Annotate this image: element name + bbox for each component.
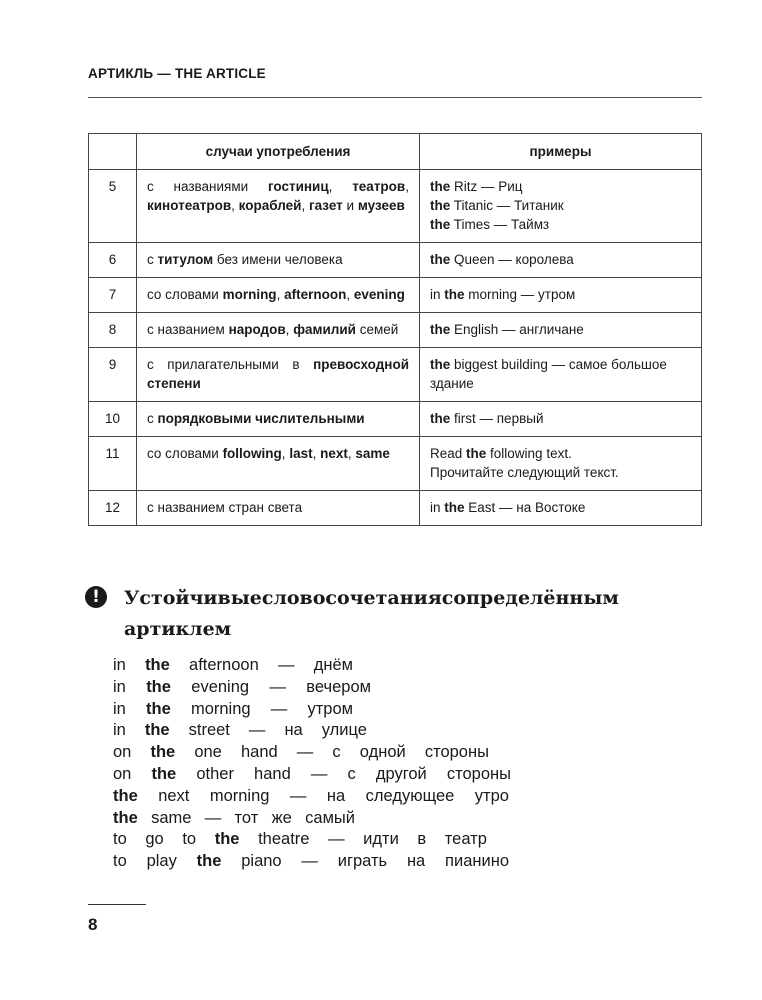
phrase-word: on — [113, 764, 132, 783]
set-phrase — [113, 677, 371, 699]
phrase-word: с — [347, 764, 356, 783]
phrase-word: — — [328, 830, 345, 849]
phrase-word: evening — [191, 677, 250, 696]
usage-case — [137, 491, 420, 526]
phrase-word: вечером — [306, 677, 371, 696]
table-row — [89, 278, 702, 313]
row-number: 7 — [89, 278, 137, 313]
usage-text: , — [347, 446, 356, 461]
example-text: Times — Таймз — [450, 217, 550, 232]
phrase-word: to — [182, 830, 197, 849]
article-word: the — [214, 830, 240, 849]
usage-text: с — [147, 252, 158, 267]
usage-case — [137, 402, 420, 437]
phrase-word: стороны — [424, 743, 489, 762]
phrase-word: стороны — [446, 764, 511, 783]
example-line — [430, 215, 691, 234]
table-header-row — [89, 134, 702, 170]
example-text: biggest building — самое большое здание — [430, 357, 667, 391]
example-text: Ritz — Риц — [450, 179, 523, 194]
example-text: English — англичане — [450, 322, 584, 337]
article-word: the — [196, 852, 222, 871]
article-word: the — [444, 500, 465, 515]
article-word: the — [146, 699, 171, 718]
phrase-word: hand — [240, 743, 278, 762]
phrase-word: — — [269, 677, 286, 696]
phrase-word: same — [151, 808, 192, 827]
set-phrase — [113, 699, 353, 721]
example-text: Titanic — Титаник — [450, 198, 564, 213]
article-word: the — [444, 287, 465, 302]
exclamation-icon: ! — [85, 586, 107, 608]
phrase-word: утром — [307, 699, 353, 718]
usage-text: , — [346, 287, 354, 302]
phrase-word: театр — [444, 830, 487, 849]
row-number: 9 — [89, 348, 137, 402]
table-row — [89, 402, 702, 437]
usage-examples — [420, 348, 702, 402]
phrase-word: — — [277, 656, 295, 674]
usage-examples — [420, 402, 702, 437]
article-usage-table — [88, 133, 702, 526]
article-word: the — [430, 411, 451, 426]
phrase-word: morning — [209, 786, 270, 805]
phrase-word: — — [270, 699, 288, 718]
usage-text: со словами — [147, 446, 223, 461]
usage-text: , — [328, 179, 353, 194]
phrase-word: morning — [190, 699, 251, 718]
example-text: East — на Востоке — [464, 500, 586, 515]
usage-keyword: кораблей — [238, 198, 302, 213]
table-row — [89, 313, 702, 348]
phrase-word: hand — [254, 764, 291, 783]
table-row — [89, 437, 702, 491]
title-word: Устойчивые — [124, 587, 262, 609]
article-word: the — [430, 322, 451, 337]
article-word: the — [113, 808, 138, 827]
phrase-word: — — [301, 852, 318, 871]
phrase-word: — — [204, 808, 222, 827]
article-word: the — [144, 721, 170, 740]
set-phrase — [113, 808, 355, 830]
column-header-usage: случаи употребления — [137, 134, 420, 170]
example-line — [430, 196, 691, 215]
section-title-line1 — [124, 583, 619, 614]
example-text: in — [430, 500, 445, 515]
usage-examples — [420, 313, 702, 348]
example-line — [430, 498, 691, 517]
column-header-number — [89, 134, 137, 170]
article-word: the — [430, 357, 451, 372]
phrase-word: piano — [241, 852, 282, 871]
example-text: following text. — [486, 446, 572, 461]
set-phrase — [113, 720, 367, 742]
article-word: the — [430, 217, 451, 232]
usage-keyword: afternoon — [284, 287, 347, 302]
phrase-word: другой — [375, 764, 427, 783]
example-text: in — [430, 287, 445, 302]
column-header-examples: примеры — [420, 134, 702, 170]
usage-text: , — [231, 198, 239, 213]
phrase-word: — — [310, 764, 328, 783]
row-number: 11 — [89, 437, 137, 491]
table-row — [89, 491, 702, 526]
title-word: с — [441, 587, 454, 609]
running-header: АРТИКЛЬ — THE ARTICLE — [88, 66, 266, 81]
usage-text: , — [276, 287, 285, 302]
usage-text: , — [281, 446, 290, 461]
phrase-word: в — [417, 830, 427, 849]
phrase-word: — — [248, 721, 266, 740]
usage-examples — [420, 170, 702, 243]
usage-case — [137, 348, 420, 402]
set-phrase — [113, 829, 487, 851]
article-word: the — [150, 743, 176, 762]
usage-keyword: гостиниц — [267, 179, 329, 194]
header-divider — [88, 97, 702, 98]
row-number: 6 — [89, 243, 137, 278]
usage-keyword: last — [289, 446, 313, 461]
phrase-word: theatre — [258, 830, 310, 849]
page-number: 8 — [88, 915, 98, 934]
example-line — [430, 177, 691, 196]
phrase-word: to — [113, 830, 127, 849]
phrase-word: in — [113, 677, 126, 696]
phrase-word: in — [113, 656, 126, 674]
usage-keyword: народов — [228, 322, 286, 337]
usage-keyword: превосходной степени — [147, 357, 409, 391]
usage-text: с названием стран света — [147, 500, 303, 515]
example-text: Прочитайте следующий текст. — [430, 465, 619, 480]
article-word: the — [430, 198, 451, 213]
article-word: the — [430, 252, 451, 267]
phrase-word: go — [145, 830, 164, 849]
usage-case — [137, 243, 420, 278]
set-phrase — [113, 851, 509, 873]
footer-divider — [88, 904, 146, 905]
article-word: the — [430, 179, 451, 194]
usage-examples — [420, 278, 702, 313]
phrase-word: in — [113, 721, 126, 740]
usage-keyword: титулом — [157, 252, 214, 267]
usage-keyword: фамилий — [293, 322, 356, 337]
usage-keyword: evening — [353, 287, 405, 302]
usage-keyword: порядковыми числительными — [157, 411, 365, 426]
usage-keyword: кинотеатров — [147, 198, 232, 213]
usage-text: с названиями — [147, 179, 268, 194]
phrase-word: одной — [359, 743, 406, 762]
usage-text: , — [301, 198, 309, 213]
phrase-word: днём — [313, 656, 353, 674]
usage-text: с названием — [147, 322, 229, 337]
example-text: Queen — королева — [450, 252, 574, 267]
example-text: Read — [430, 446, 467, 461]
usage-case — [137, 437, 420, 491]
usage-text: со словами — [147, 287, 223, 302]
phrase-word: other — [196, 764, 234, 783]
phrase-word: пианино — [445, 852, 509, 871]
article-word: the — [145, 656, 170, 674]
usage-keyword: following — [222, 446, 282, 461]
set-phrases-list — [113, 655, 511, 873]
phrase-word: — — [289, 786, 307, 805]
example-text: morning — утром — [464, 287, 576, 302]
article-word: the — [146, 677, 171, 696]
example-line — [430, 285, 691, 304]
usage-keyword: музеев — [357, 198, 405, 213]
set-phrase — [113, 786, 509, 808]
section-title-line2: артиклем — [124, 618, 232, 640]
phrase-word: на — [326, 786, 346, 805]
usage-case — [137, 313, 420, 348]
usage-text: без имени человека — [213, 252, 343, 267]
article-word: the — [113, 786, 138, 805]
phrase-word: следующее — [365, 786, 455, 805]
usage-text: , — [405, 179, 409, 194]
example-line — [430, 355, 691, 393]
usage-keyword: morning — [222, 287, 277, 302]
phrase-word: on — [113, 743, 132, 762]
usage-keyword: next — [320, 446, 348, 461]
example-line — [430, 320, 691, 339]
phrase-word: же — [271, 808, 292, 827]
phrase-word: play — [146, 852, 177, 871]
phrase-word: с — [332, 743, 341, 762]
table-row — [89, 170, 702, 243]
row-number: 12 — [89, 491, 137, 526]
phrase-word: на — [406, 852, 426, 871]
usage-keyword: газет — [308, 198, 343, 213]
usage-text: с — [147, 411, 158, 426]
example-line — [430, 463, 691, 482]
usage-text: с прилагательными в — [147, 357, 314, 372]
phrase-word: идти — [363, 830, 399, 849]
phrase-word: street — [188, 721, 230, 740]
example-line — [430, 409, 691, 428]
set-phrase — [113, 655, 353, 677]
set-phrase — [113, 764, 511, 786]
example-line — [430, 250, 691, 269]
usage-keyword: same — [355, 446, 390, 461]
phrase-word: на — [284, 721, 303, 740]
table-row — [89, 348, 702, 402]
phrase-word: next — [158, 786, 190, 805]
example-line — [430, 444, 691, 463]
phrase-word: one — [194, 743, 222, 762]
title-word: определённым — [453, 587, 619, 609]
phrase-word: afternoon — [189, 656, 259, 674]
phrase-word: самый — [305, 808, 355, 827]
phrase-word: улице — [321, 721, 367, 740]
article-word: the — [466, 446, 487, 461]
usage-text: , — [285, 322, 294, 337]
usage-examples — [420, 491, 702, 526]
phrase-word: тот — [234, 808, 259, 827]
table-row — [89, 243, 702, 278]
row-number: 10 — [89, 402, 137, 437]
usage-text: , — [312, 446, 321, 461]
phrase-word: to — [113, 852, 127, 871]
usage-case — [137, 278, 420, 313]
article-word: the — [151, 764, 177, 783]
row-number: 5 — [89, 170, 137, 243]
set-phrase — [113, 742, 489, 764]
usage-keyword: театров — [352, 179, 406, 194]
usage-text: и — [342, 198, 358, 213]
phrase-word: — — [296, 743, 314, 762]
example-text: first — первый — [450, 411, 544, 426]
row-number: 8 — [89, 313, 137, 348]
usage-case — [137, 170, 420, 243]
title-word: словосочетания — [261, 587, 442, 609]
usage-examples — [420, 243, 702, 278]
phrase-word: играть — [337, 852, 388, 871]
phrase-word: in — [113, 699, 126, 718]
usage-text: семей — [355, 322, 399, 337]
section-title — [124, 583, 619, 645]
phrase-word: утро — [474, 786, 509, 805]
usage-examples — [420, 437, 702, 491]
